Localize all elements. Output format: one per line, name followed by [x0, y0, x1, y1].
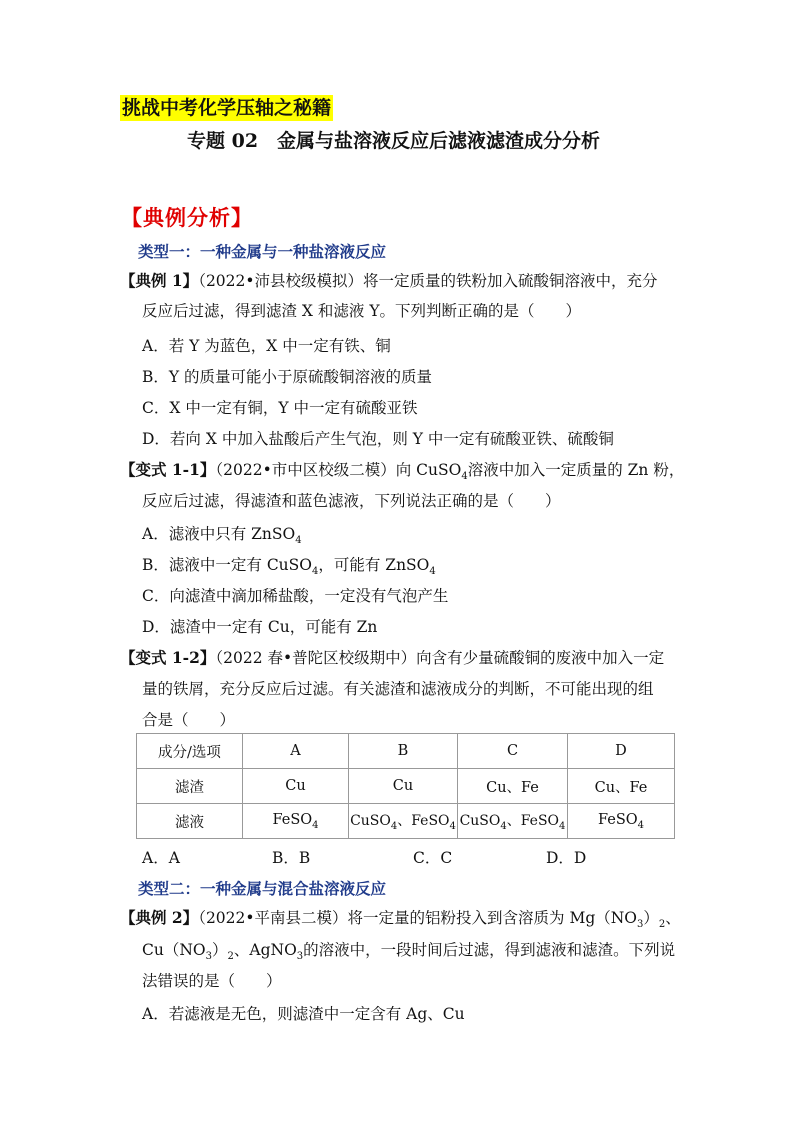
q4-tag: 【典例 2】	[120, 908, 199, 927]
subscript: 4	[500, 820, 507, 832]
table-cell	[243, 804, 349, 839]
table-cell: 滤渣	[137, 769, 243, 804]
subscript: 4	[559, 820, 566, 832]
type-heading-1: 类型一：一种金属与一种盐溶液反应	[138, 242, 387, 261]
q2-a-text: A．滤液中只有 ZnSO	[142, 525, 296, 543]
formula: FeSO	[411, 813, 450, 830]
subscript: 4	[461, 471, 468, 483]
separator: 、	[506, 813, 521, 830]
page-title: 专题 02 金属与盐溶液反应后滤液滤渣成分分析	[187, 130, 601, 152]
q2-option-b	[142, 553, 436, 577]
section-title: 【典例分析】	[121, 205, 253, 230]
q4-text-2d: 的溶液中，一段时间后过滤，得到滤液和滤渣。下列说	[303, 941, 676, 959]
separator: 、	[397, 813, 412, 830]
type-heading-2: 类型二：一种金属与混合盐溶液反应	[138, 879, 387, 898]
q2-b-text-a: B．滤液中一定有 CuSO	[142, 556, 312, 574]
table-cell: Cu、Fe	[568, 769, 675, 804]
q4-text-1-tail: 、	[665, 909, 681, 927]
q2-line2: 反应后过滤，得滤渣和蓝色滤液，下列说法正确的是（ ）	[142, 492, 561, 510]
q4-option-a: A．若滤液是无色，则滤渣中一定含有 Ag、Cu	[142, 1005, 465, 1023]
table-cell: B	[349, 734, 458, 769]
table-cell	[349, 804, 458, 839]
answer-table	[136, 733, 675, 839]
q4-line3: 法错误的是（ ）	[142, 972, 282, 990]
q3-tag: 【变式 1-2】	[120, 648, 216, 667]
q3-line2: 量的铁屑，充分反应后过滤。有关滤渣和滤液成分的判断，不可能出现的组	[142, 680, 654, 698]
q1-line1	[120, 270, 658, 292]
subscript: 4	[295, 535, 302, 547]
q2-text-1a: （2022•市中区校级二模）向 CuSO	[215, 461, 462, 479]
subscript: 4	[312, 819, 319, 831]
q4-text-2b: ）	[212, 941, 228, 959]
formula: FeSO	[520, 813, 560, 830]
subscript: 4	[312, 566, 319, 578]
q3-option-c: C．C	[413, 849, 453, 867]
subscript: 2	[227, 951, 234, 963]
q2-b-text-b: ，可能有 ZnSO	[318, 556, 430, 574]
table-cell: Cu	[243, 769, 349, 804]
table-cell: A	[243, 734, 349, 769]
table-cell: Cu	[349, 769, 458, 804]
table-cell: Cu、Fe	[458, 769, 568, 804]
table-cell: D	[568, 734, 675, 769]
table-cell: 成分/选项	[137, 734, 243, 769]
q2-option-a	[142, 522, 302, 546]
table-cell	[458, 804, 568, 839]
table-row	[137, 769, 675, 804]
q3-option-d: D．D	[546, 849, 587, 867]
table-cell: C	[458, 734, 568, 769]
subscript: 4	[449, 820, 456, 832]
formula: FeSO	[597, 811, 638, 828]
table-header-row	[137, 734, 675, 769]
q4-text-2a: Cu（NO	[142, 941, 206, 959]
q4-text-1: （2022•平南县二模）将一定量的铝粉投入到含溶质为 Mg（NO	[198, 909, 638, 927]
q2-text-1b: 溶液中加入一定质量的 Zn 粉，	[467, 461, 685, 479]
q1-option-d: D．若向 X 中加入盐酸后产生气泡，则 Y 中一定有硫酸亚铁、硫酸铜	[142, 430, 614, 448]
q1-tag: 【典例 1】	[120, 271, 199, 290]
q4-line1	[120, 907, 681, 936]
q3-line1	[120, 647, 664, 669]
q1-option-b: B．Y 的质量可能小于原硫酸铜溶液的质量	[142, 368, 433, 386]
formula: CuSO	[459, 813, 501, 830]
subscript: 3	[637, 919, 644, 931]
subscript: 2	[658, 919, 666, 931]
q2-option-d: D．滤渣中一定有 Cu，可能有 Zn	[142, 618, 378, 636]
q1-text-1: （2022•沛县校级模拟）将一定质量的铁粉加入硫酸铜溶液中，充分	[198, 272, 658, 290]
q1-option-c: C．X 中一定有铜，Y 中一定有硫酸亚铁	[142, 399, 418, 417]
q4-line2	[142, 939, 675, 968]
subscript: 4	[429, 566, 436, 578]
subscript: 3	[205, 951, 212, 963]
table-row	[137, 804, 675, 839]
q3-option-b: B．B	[272, 849, 311, 867]
subscript: 3	[296, 951, 304, 963]
formula: CuSO	[350, 813, 391, 830]
q3-line3: 合是（ ）	[142, 711, 236, 729]
subscript: 4	[390, 820, 398, 832]
subscript: 4	[637, 819, 645, 831]
q2-option-c: C．向滤渣中滴加稀盐酸，一定没有气泡产生	[142, 587, 449, 605]
q2-line1	[120, 459, 684, 488]
q1-line2: 反应后过滤，得到滤渣 X 和滤液 Y。下列判断正确的是（ ）	[142, 302, 582, 320]
table-cell	[568, 804, 675, 839]
q2-tag: 【变式 1-1】	[120, 460, 216, 479]
table-cell: 滤液	[137, 804, 243, 839]
q4-text-2c: 、AgNO	[233, 941, 297, 959]
q3-text-1: （2022 春•普陀区校级期中）向含有少量硫酸铜的废液中加入一定	[215, 649, 665, 667]
series-banner: 挑战中考化学压轴之秘籍	[122, 97, 332, 119]
q4-text-1-end: ）	[643, 909, 659, 927]
formula: FeSO	[272, 811, 313, 828]
q1-option-a: A．若 Y 为蓝色，X 中一定有铁、铜	[142, 337, 391, 355]
q3-option-a: A．A	[142, 849, 180, 867]
